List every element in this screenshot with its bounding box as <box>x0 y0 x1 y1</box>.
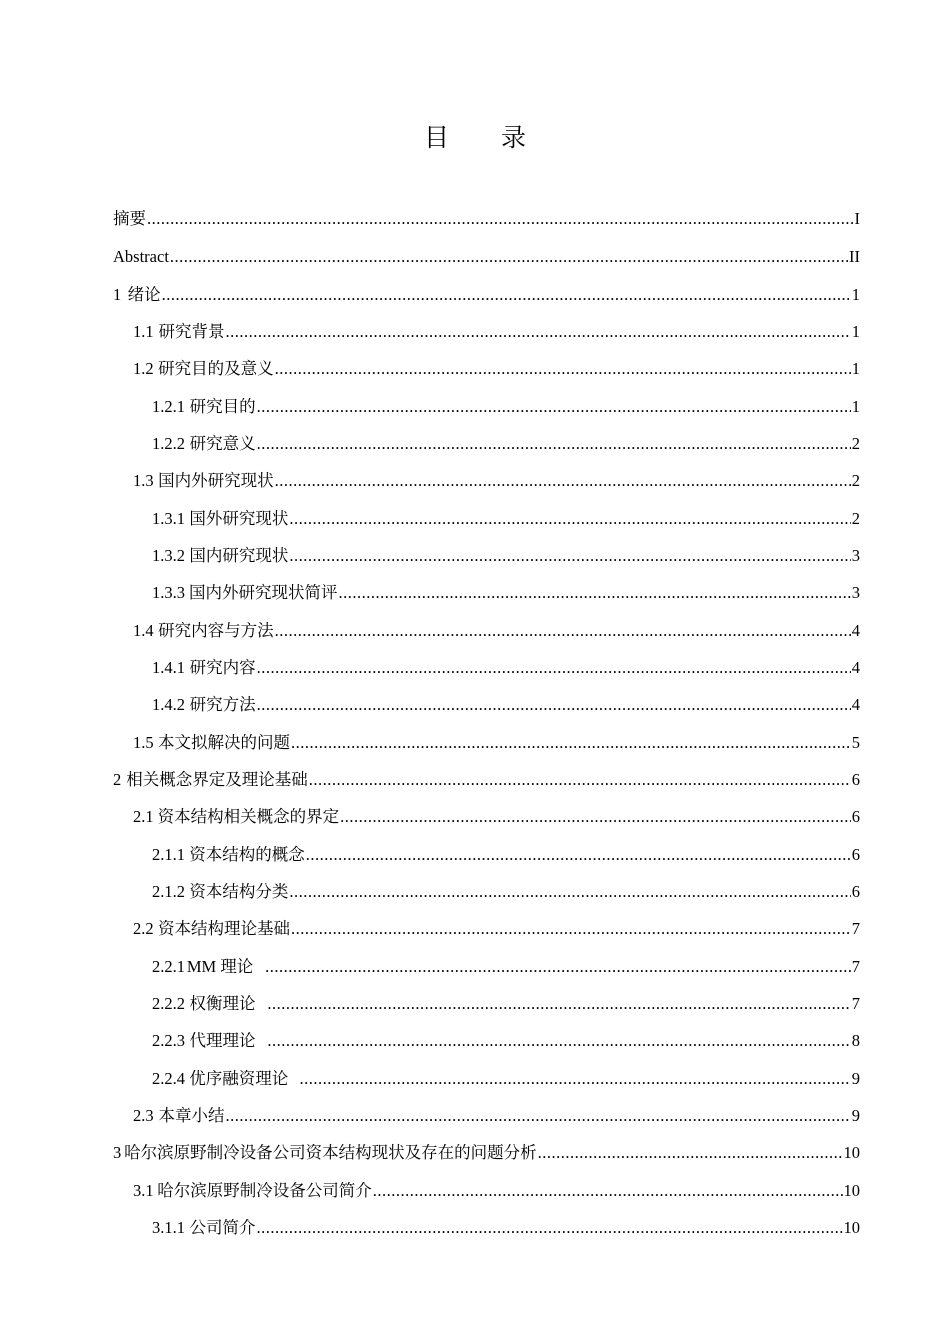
toc-entry-page: 2 <box>851 471 860 490</box>
toc-entry[interactable] <box>152 432 860 456</box>
toc-entry-label: Abstract <box>113 247 169 266</box>
toc-entry[interactable] <box>152 656 860 680</box>
toc-entry[interactable] <box>113 207 860 231</box>
toc-leader-dots <box>170 245 848 269</box>
toc-entry-number: 2.1.2 <box>152 882 185 901</box>
toc-leader-dots <box>162 283 851 307</box>
toc-entry-number: 1 <box>113 285 122 304</box>
toc-entry-number: 1.2.2 <box>152 434 185 453</box>
toc-entry-page: 4 <box>851 658 860 677</box>
toc-leader-dots <box>340 805 851 829</box>
toc-entry-label: 优序融资理论 <box>189 1069 289 1088</box>
toc-entry-label: 国内外研究现状简评 <box>188 583 338 602</box>
toc-entry-page: 1 <box>851 322 860 341</box>
toc-entry-label: 资本结构分类 <box>189 882 289 901</box>
toc-entry-page: 7 <box>851 919 860 938</box>
toc-entry[interactable] <box>133 805 860 829</box>
toc-entry[interactable] <box>152 880 860 904</box>
toc-entry[interactable] <box>133 357 860 381</box>
toc-entry-page: 10 <box>843 1143 860 1162</box>
toc-entry-number: 1.3.3 <box>152 583 185 602</box>
toc-entry-page: 7 <box>851 957 861 976</box>
toc-entry[interactable] <box>113 768 860 792</box>
toc-entry-label: 研究背景 <box>158 322 225 341</box>
toc-entry-label: 研究目的及意义 <box>158 359 274 378</box>
page-title: 目 录 <box>424 123 548 152</box>
toc-entry-label: 资本结构的概念 <box>189 845 305 864</box>
toc-entry-number: 1.2.1 <box>152 397 185 416</box>
toc-entry[interactable] <box>133 1179 860 1203</box>
toc-entry-label: 哈尔滨原野制冷设备公司简介 <box>157 1181 372 1200</box>
toc-entry-number: 3.1.1 <box>152 1218 185 1237</box>
toc-leader-dots <box>225 1104 850 1128</box>
toc-entry-page: 4 <box>851 695 860 714</box>
toc-leader-dots <box>275 469 851 493</box>
toc-entry-label: 哈尔滨原野制冷设备公司资本结构现状及存在的问题分析 <box>124 1143 537 1162</box>
toc-leader-dots <box>257 656 851 680</box>
toc-entry-label: 研究内容与方法 <box>158 621 274 640</box>
toc-entry-page: 5 <box>851 733 860 752</box>
toc-entry-page: 7 <box>851 994 860 1013</box>
toc-entry-label: 代理理论 <box>189 1031 256 1050</box>
toc-leader-dots <box>291 731 851 755</box>
toc-entry-page: 6 <box>851 807 860 826</box>
toc-entry-page: 10 <box>843 1181 860 1200</box>
toc-leader-dots <box>257 1216 843 1240</box>
toc-entry[interactable] <box>152 395 860 419</box>
toc-entry-page: 6 <box>851 845 860 864</box>
toc-entry-label: 绪论 <box>127 285 161 304</box>
toc-entry-page: 8 <box>851 1031 860 1050</box>
toc-entry[interactable] <box>152 843 860 867</box>
toc-entry-page: 9 <box>851 1069 860 1088</box>
toc-leader-dots <box>538 1141 843 1165</box>
toc-entry[interactable] <box>133 731 860 755</box>
toc-entry[interactable] <box>152 955 860 979</box>
toc-leader-dots <box>309 768 851 792</box>
toc-entry-label: 公司简介 <box>189 1218 256 1237</box>
toc-entry-number: 2.2.2 <box>152 994 185 1013</box>
toc-entry-number: 1.2 <box>133 359 154 378</box>
toc-entry-label: 国内研究现状 <box>189 546 289 565</box>
toc-entry[interactable] <box>152 581 860 605</box>
toc-entry-page: 1 <box>851 397 860 416</box>
toc-entry-page: 2 <box>851 509 860 528</box>
toc-leader-dots <box>289 544 850 568</box>
toc-entry-page: II <box>849 247 860 266</box>
toc-entry-number: 1.4 <box>133 621 154 640</box>
toc-entry[interactable] <box>152 992 860 1016</box>
toc-entry-label: 国外研究现状 <box>189 509 289 528</box>
toc-entry-number: 2.1 <box>133 807 154 826</box>
toc-entry-label: 研究意义 <box>189 434 256 453</box>
toc-leader-dots <box>147 207 854 231</box>
toc-entry-label: 本文拟解决的问题 <box>157 733 290 752</box>
toc-entry[interactable] <box>152 693 860 717</box>
toc-entry-number: 3.1 <box>133 1181 154 1200</box>
toc-leader-dots <box>265 955 851 979</box>
toc-entry-label: 研究目的 <box>189 397 256 416</box>
toc-entry-number: 3 <box>113 1143 122 1162</box>
toc-entry-page: 6 <box>851 882 860 901</box>
toc-entry-label: MM 理论 <box>186 957 254 976</box>
toc-entry-label: 资本结构相关概念的界定 <box>157 807 340 826</box>
toc-entry[interactable] <box>152 544 860 568</box>
toc-leader-dots <box>289 507 850 531</box>
toc-entry-number: 2.2 <box>133 919 154 938</box>
toc-leader-dots <box>257 432 851 456</box>
toc-entry-number: 1.4.2 <box>152 695 185 714</box>
toc-entry[interactable] <box>152 1029 860 1053</box>
toc-entry-number: 2.2.1 <box>152 957 185 976</box>
toc-leader-dots <box>225 320 850 344</box>
toc-entry-number: 2 <box>113 770 122 789</box>
toc-entry[interactable] <box>133 619 860 643</box>
toc-entry-number: 2.2.3 <box>152 1031 185 1050</box>
toc-leader-dots <box>257 693 851 717</box>
toc-entry-label: 权衡理论 <box>189 994 256 1013</box>
toc-leader-dots <box>338 581 850 605</box>
toc-entry-page: 3 <box>851 583 860 602</box>
toc-leader-dots <box>275 619 851 643</box>
toc-entry-label: 相关概念界定及理论基础 <box>126 770 308 789</box>
toc-entry-page: 1 <box>851 285 860 304</box>
toc-leader-dots <box>291 917 851 941</box>
toc-leader-dots <box>257 395 851 419</box>
toc-leader-dots <box>289 880 850 904</box>
toc-entry-page: 10 <box>843 1218 860 1237</box>
toc-entry[interactable] <box>133 1104 860 1128</box>
toc-entry-page: 2 <box>851 434 860 453</box>
toc-entry-label: 国内外研究现状 <box>158 471 274 490</box>
toc-entry[interactable] <box>133 917 860 941</box>
toc-entry-label: 资本结构理论基础 <box>157 919 290 938</box>
toc-entry-page: 3 <box>851 546 860 565</box>
toc-entry[interactable] <box>133 320 860 344</box>
toc-entry-label: 摘要 <box>113 209 146 228</box>
toc-entry-label: 研究方法 <box>189 695 256 714</box>
toc-entry[interactable] <box>133 469 860 493</box>
toc-entry[interactable] <box>113 283 860 307</box>
toc-leader-dots <box>267 992 850 1016</box>
toc-entry[interactable] <box>152 1216 860 1240</box>
toc-entry[interactable] <box>113 1141 860 1165</box>
toc-entry-page: 4 <box>851 621 860 640</box>
toc-leader-dots <box>267 1029 850 1053</box>
toc-entry[interactable] <box>152 1067 860 1091</box>
toc-entry-number: 2.2.4 <box>152 1069 185 1088</box>
toc-leader-dots <box>275 357 851 381</box>
toc-leader-dots <box>306 843 851 867</box>
toc-entry-number: 1.5 <box>133 733 154 752</box>
toc-entry-page: 6 <box>851 770 860 789</box>
toc-entry-number: 2.1.1 <box>152 845 185 864</box>
toc-entry-label: 研究内容 <box>189 658 256 677</box>
toc-entry-number: 1.3.2 <box>152 546 185 565</box>
toc-entry-label: 本章小结 <box>158 1106 225 1125</box>
toc-entry-number: 2.3 <box>133 1106 154 1125</box>
toc-entry[interactable] <box>113 245 860 269</box>
toc-entry-number: 1.1 <box>133 322 154 341</box>
toc-entry-number: 1.3.1 <box>152 509 185 528</box>
toc-entry[interactable] <box>152 507 860 531</box>
toc-entry-page: 9 <box>851 1106 860 1125</box>
toc-leader-dots <box>373 1179 843 1203</box>
toc-entry-page: I <box>854 209 860 228</box>
toc-entry-number: 1.3 <box>133 471 154 490</box>
toc-leader-dots <box>299 1067 850 1091</box>
toc-entry-page: 1 <box>851 359 860 378</box>
toc-entry-number: 1.4.1 <box>152 658 185 677</box>
